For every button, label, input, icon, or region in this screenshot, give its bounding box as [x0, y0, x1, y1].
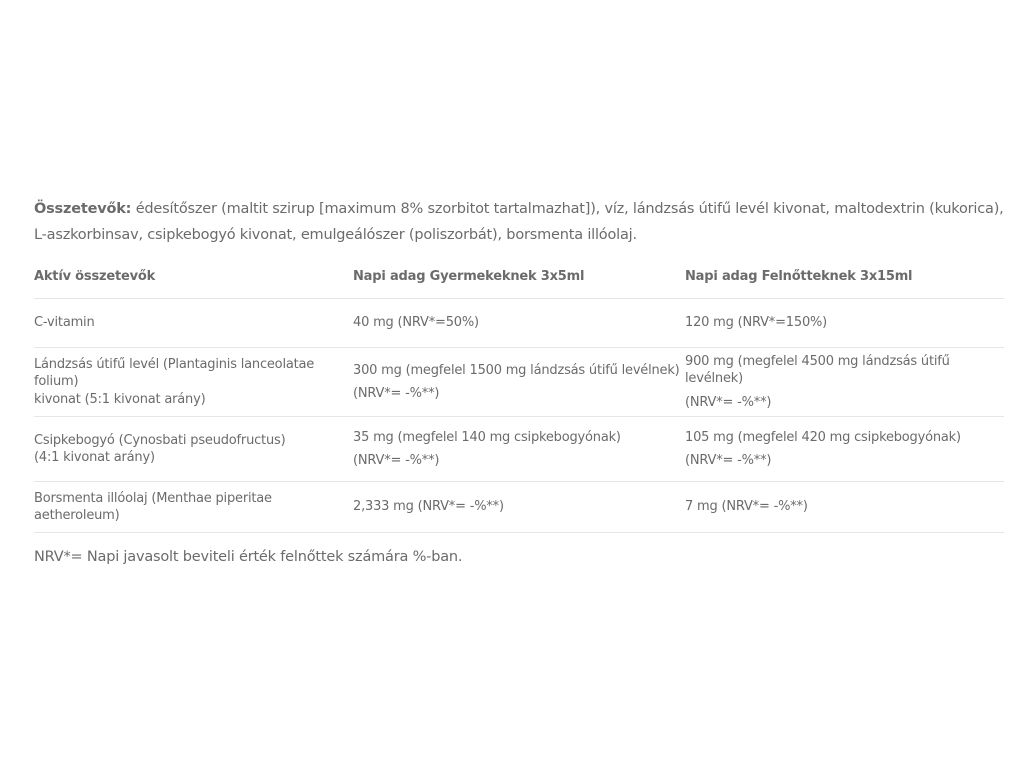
cell-line: 40 mg (NRV*=50%)	[353, 315, 479, 331]
cell-line: Csipkebogyó (Cynosbati pseudofructus)	[34, 432, 286, 448]
ingredient-cell	[34, 299, 353, 348]
cell-line: (NRV*= -%**)	[685, 394, 772, 410]
table-row	[34, 348, 1004, 417]
cell-line: kivonat (5:1 kivonat arány)	[34, 391, 206, 407]
cell-line: folium)	[34, 374, 79, 390]
cell-line: 7 mg (NRV*= -%**)	[685, 499, 808, 515]
ingredients-paragraph	[34, 196, 1004, 248]
cell-line: (NRV*= -%**)	[685, 453, 772, 468]
adult-dose-cell	[685, 348, 1004, 417]
child-dose-cell	[353, 299, 685, 348]
column-header-ingredient: Aktív összetevők	[34, 254, 353, 299]
adult-dose-cell	[685, 482, 1004, 533]
cell-line: C-vitamin	[34, 315, 95, 331]
table-header-row	[34, 254, 1004, 299]
child-dose-cell	[353, 417, 685, 482]
adult-dose-cell	[685, 299, 1004, 348]
cell-line: Lándzsás útifű levél (Plantaginis lanceolatae	[34, 356, 315, 372]
table-row	[34, 482, 1004, 533]
cell-line: 300 mg (megfelel 1500 mg lándzsás útifű levélnek)	[353, 362, 680, 378]
ingredient-cell	[34, 348, 353, 417]
column-header-adult-dose: Napi adag Felnőtteknek 3x15ml	[685, 254, 1004, 299]
cell-line: 900 mg (megfelel 4500 mg lándzsás útifű levélnek)	[685, 353, 950, 387]
cell-line: (NRV*= -%**)	[353, 386, 440, 401]
cell-line: 120 mg (NRV*=150%)	[685, 315, 828, 331]
adult-dose-cell	[685, 417, 1004, 482]
ingredient-cell	[34, 482, 353, 533]
cell-line: 2,333 mg (NRV*= -%**)	[353, 499, 504, 515]
column-header-child-dose: Napi adag Gyermekeknek 3x5ml	[353, 254, 685, 299]
nrv-footnote: NRV*= Napi javasolt beviteli érték felnőttek számára %-ban.	[34, 549, 463, 565]
nutrition-table	[34, 254, 1004, 533]
cell-line: aetheroleum)	[34, 508, 120, 523]
ingredient-cell	[34, 417, 353, 482]
cell-line: (NRV*= -%**)	[353, 453, 440, 468]
ingredients-label: Összetevők:	[34, 201, 132, 217]
cell-line: 105 mg (megfelel 420 mg csipkebogyónak)	[685, 429, 961, 445]
cell-line: Borsmenta illóolaj (Menthae piperitae	[34, 490, 272, 506]
product-content	[34, 196, 1004, 565]
table-row	[34, 299, 1004, 348]
child-dose-cell	[353, 348, 685, 417]
ingredients-text: édesítőszer (maltit szirup [maximum 8% szorbitot tartalmazhat]), víz, lándzsás útifű levél kivonat, maltodextrin (kukorica), L-aszkorbinsav, csipkebogyó kivonat, emulgeálószer (poliszorbát), borsmenta illóolaj.	[34, 201, 1004, 243]
cell-line: (4:1 kivonat arány)	[34, 450, 155, 465]
child-dose-cell	[353, 482, 685, 533]
table-row	[34, 417, 1004, 482]
cell-line: 35 mg (megfelel 140 mg csipkebogyónak)	[353, 429, 621, 445]
